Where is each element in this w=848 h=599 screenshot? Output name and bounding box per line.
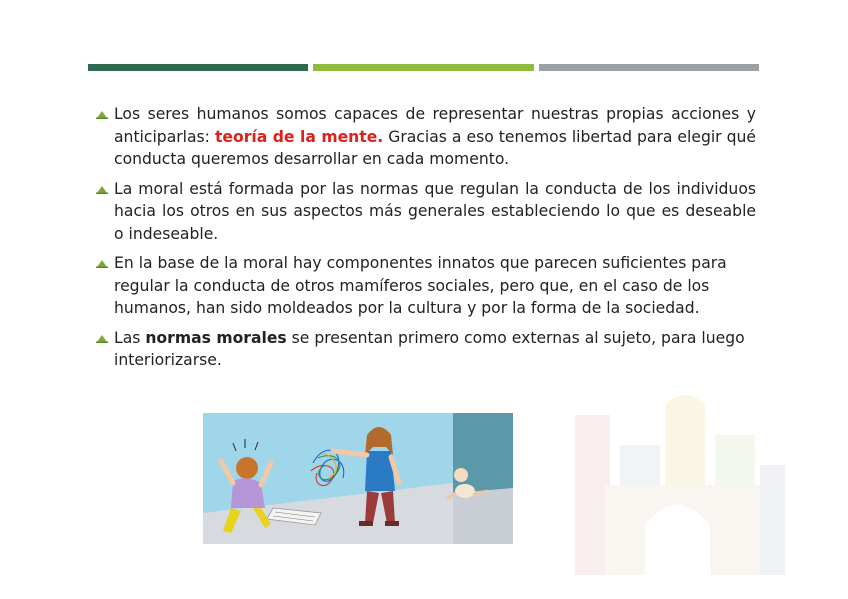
- green-triangle-marker-icon: [96, 185, 108, 194]
- bullet-text: La moral está formada por las normas que regulan la conducta de los individuos hacia los otros en sus aspectos más generales estableciendo lo que es deseable o indeseable.: [114, 179, 756, 243]
- bullet-item: [96, 178, 756, 246]
- bullet-item: [96, 252, 756, 320]
- highlight-term: teoría de la mente.: [214, 127, 384, 146]
- green-triangle-marker-icon: [96, 259, 108, 268]
- bullet-text: Los seres humanos somos capaces de representar nuestras propias acciones y anticiparlas:: [114, 105, 756, 146]
- header-color-bars: [88, 64, 759, 71]
- bullet-list: [96, 103, 756, 379]
- header-bar-dark-green: [88, 64, 308, 71]
- bullet-text: En la base de la moral hay componentes innatos que parecen suficientes para regular la conducta de otros mamíferos sociales, pero que, en el caso de los humanos, han sido moldeados por la cultura y por la forma de la sociedad.: [114, 254, 727, 317]
- bullet-text: Gracias a eso tenemos libertad para elegir qué conducta queremos desarrollar en cada momento.: [114, 127, 756, 168]
- bullet-text: se presentan primero como externas al sujeto, para luego interiorizarse.: [114, 328, 745, 369]
- castle-watermark-icon: [565, 385, 790, 575]
- header-bar-light-green: [313, 64, 534, 71]
- green-triangle-marker-icon: [96, 110, 108, 119]
- highlight-term: normas morales: [145, 328, 287, 347]
- green-triangle-marker-icon: [96, 334, 108, 343]
- header-bar-gray: [539, 64, 759, 71]
- bullet-item: [96, 327, 756, 372]
- bullet-text: Las: [114, 328, 146, 347]
- bullet-item: [96, 103, 756, 171]
- scolding-scene-illustration: [203, 413, 513, 544]
